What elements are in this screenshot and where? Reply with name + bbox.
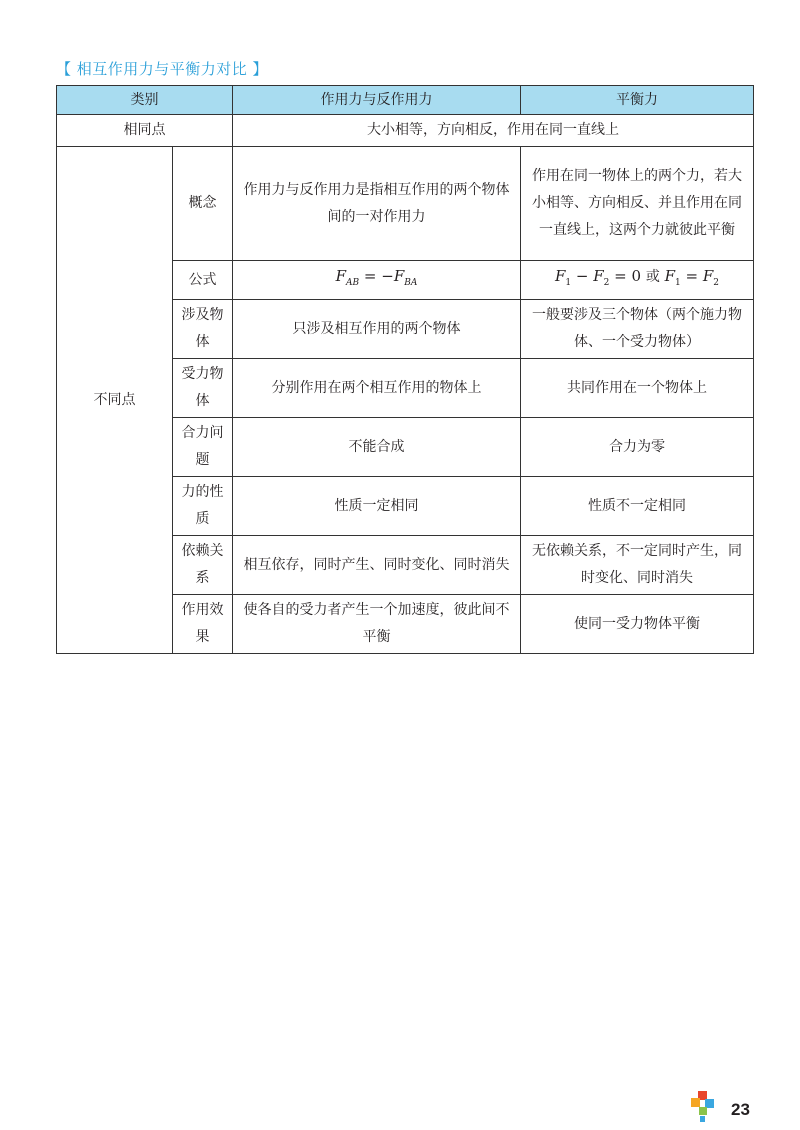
balance-cell: 无依赖关系，不一定同时产生，同时变化、同时消失 [521, 536, 754, 595]
action-cell: 使各自的受力者产生一个加速度，彼此间不平衡 [233, 595, 521, 654]
balance-cell: 作用在同一物体上的两个力，若大小相等、方向相反、并且作用在同一直线上，这两个力就彼此平衡 [521, 147, 754, 261]
logo-block-4 [699, 1107, 707, 1115]
aspect-cell: 涉及物体 [173, 300, 233, 359]
balance-cell: 性质不一定相同 [521, 477, 754, 536]
aspect-cell: 受力物体 [173, 359, 233, 418]
action-cell: 只涉及相互作用的两个物体 [233, 300, 521, 359]
header-row [57, 86, 754, 115]
action-cell: 性质一定相同 [233, 477, 521, 536]
balance-cell: 共同作用在一个物体上 [521, 359, 754, 418]
header-balance: 平衡力 [521, 86, 754, 115]
action-cell: 相互依存，同时产生、同时变化、同时消失 [233, 536, 521, 595]
aspect-cell: 概念 [173, 147, 233, 261]
diff-label: 不同点 [57, 147, 173, 654]
balance-cell: 使同一受力物体平衡 [521, 595, 754, 654]
header-action-reaction: 作用力与反作用力 [233, 86, 521, 115]
balance-cell: 一般要涉及三个物体（两个施力物体、一个受力物体） [521, 300, 754, 359]
table-row-same [57, 115, 754, 147]
same-content: 大小相等，方向相反，作用在同一直线上 [233, 115, 754, 147]
aspect-cell: 依赖关系 [173, 536, 233, 595]
aspect-cell: 合力问题 [173, 418, 233, 477]
comparison-table [56, 85, 754, 654]
balance-cell: 合力为零 [521, 418, 754, 477]
logo-block-5 [700, 1116, 705, 1122]
aspect-cell: 力的性质 [173, 477, 233, 536]
action-cell: 作用力与反作用力是指相互作用的两个物体间的一对作用力 [233, 147, 521, 261]
formula-action: $F_{AB} = -F_{BA}$ [233, 261, 521, 300]
action-cell: 不能合成 [233, 418, 521, 477]
publisher-logo-icon [691, 1091, 717, 1123]
page-number: 23 [731, 1100, 750, 1119]
header-category: 类别 [57, 86, 233, 115]
logo-block-3 [705, 1099, 714, 1108]
logo-block-2 [691, 1098, 700, 1107]
section-title: 【 相互作用力与平衡力对比 】 [56, 60, 269, 78]
aspect-cell: 公式 [173, 261, 233, 300]
aspect-cell: 作用效果 [173, 595, 233, 654]
table-row [57, 147, 754, 261]
action-cell: 分别作用在两个相互作用的物体上 [233, 359, 521, 418]
same-label: 相同点 [57, 115, 233, 147]
formula-balance: $F_1 - F_2 = 0$ 或 $F_1 = F_2$ [521, 261, 754, 300]
